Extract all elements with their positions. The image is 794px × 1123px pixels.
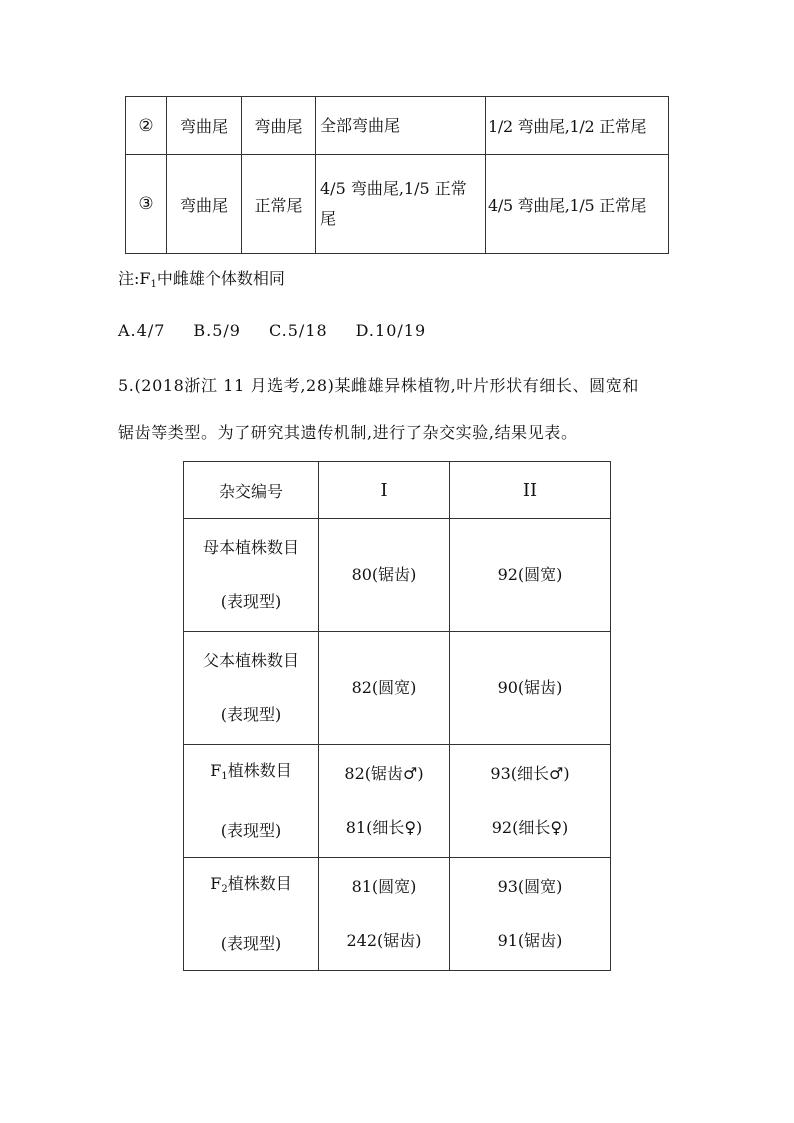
header-cross-ii: II — [450, 462, 611, 519]
father-phenotype-cell: 弯曲尾 — [242, 97, 316, 155]
label-prefix: F — [210, 761, 222, 780]
mother-phenotype-cell: 弯曲尾 — [167, 97, 242, 155]
label-subscript: 1 — [221, 771, 228, 782]
row-label-phenotype: (表现型) — [220, 821, 282, 840]
row-label — [184, 519, 319, 632]
option-c: C.5/18 — [268, 321, 328, 340]
f1-male-cell: 4/5 弯曲尾,1/5 正常尾 — [486, 155, 669, 254]
header-cross-number: 杂交编号 — [184, 462, 319, 519]
table-row — [126, 97, 669, 155]
hybridization-table — [183, 461, 611, 971]
header-cross-i: I — [319, 462, 450, 519]
question-5-line-2: 锯齿等类型。为了研究其遗传机制,进行了杂交实验,结果见表。 — [118, 423, 578, 442]
cell-value: 92(圆宽) — [497, 565, 563, 584]
row-label-phenotype: (表现型) — [220, 592, 282, 611]
row-label-main — [184, 870, 318, 904]
cell-value: 80(锯齿) — [351, 565, 417, 584]
option-d: D.10/19 — [355, 321, 427, 340]
cross-ii-value — [450, 858, 611, 971]
cell-value: 82(锯齿♂) — [344, 764, 424, 783]
table-row — [184, 858, 611, 971]
note-prefix: 注:F — [118, 269, 151, 288]
table-row — [126, 155, 669, 254]
label-suffix: 植株数目 — [227, 761, 292, 780]
f1-male-cell: 1/2 弯曲尾,1/2 正常尾 — [486, 97, 669, 155]
f1-female-cell: 全部弯曲尾 — [316, 97, 486, 155]
cell-value: 82(圆宽) — [351, 678, 417, 697]
row-label — [184, 858, 319, 971]
cross-ii-value — [450, 632, 611, 745]
cell-value: 92(细长♀) — [491, 818, 569, 837]
cross-i-value — [319, 632, 450, 745]
f1-female-cell: 4/5 弯曲尾,1/5 正常尾 — [316, 155, 486, 254]
table-row — [184, 519, 611, 632]
label-subscript: 2 — [221, 884, 228, 895]
table-row — [184, 632, 611, 745]
cell-value: 81(细长♀) — [345, 818, 423, 837]
mother-phenotype-cell: 弯曲尾 — [167, 155, 242, 254]
father-phenotype-cell: 正常尾 — [242, 155, 316, 254]
cross-id-cell: ② — [126, 97, 167, 155]
cell-value: 90(锯齿) — [497, 678, 563, 697]
cell-value: 81(圆宽) — [351, 877, 417, 896]
cell-value: 93(细长♂) — [490, 764, 570, 783]
row-label — [184, 632, 319, 745]
cross-ii-value — [450, 745, 611, 858]
label-suffix: 植株数目 — [227, 874, 292, 893]
table-note — [118, 266, 285, 290]
table-row — [184, 745, 611, 858]
cross-id-cell: ③ — [126, 155, 167, 254]
row-label-phenotype: (表现型) — [220, 934, 282, 953]
cross-i-value — [319, 858, 450, 971]
label-prefix: F — [210, 874, 222, 893]
table-header-row — [184, 462, 611, 519]
row-label-main: 父本植株数目 — [202, 651, 299, 670]
row-label-main: 母本植株数目 — [202, 538, 299, 557]
note-subscript: 1 — [150, 279, 157, 290]
answer-options — [118, 321, 454, 340]
cell-value: 91(锯齿) — [497, 931, 563, 950]
question-5-line-1: 5.(2018浙江 11 月选考,28)某雌雄异株植物,叶片形状有细长、圆宽和 — [118, 376, 639, 395]
cell-value: 93(圆宽) — [497, 877, 563, 896]
row-label-phenotype: (表现型) — [220, 705, 282, 724]
cross-i-value — [319, 745, 450, 858]
cross-i-value — [319, 519, 450, 632]
row-label-main — [184, 757, 318, 791]
cross-ii-value — [450, 519, 611, 632]
cross-results-table — [125, 96, 669, 254]
option-a: A.4/7 — [118, 321, 166, 340]
option-b: B.5/9 — [193, 321, 241, 340]
note-suffix: 中雌雄个体数相同 — [156, 269, 285, 288]
row-label — [184, 745, 319, 858]
cell-value: 242(锯齿) — [346, 931, 422, 950]
